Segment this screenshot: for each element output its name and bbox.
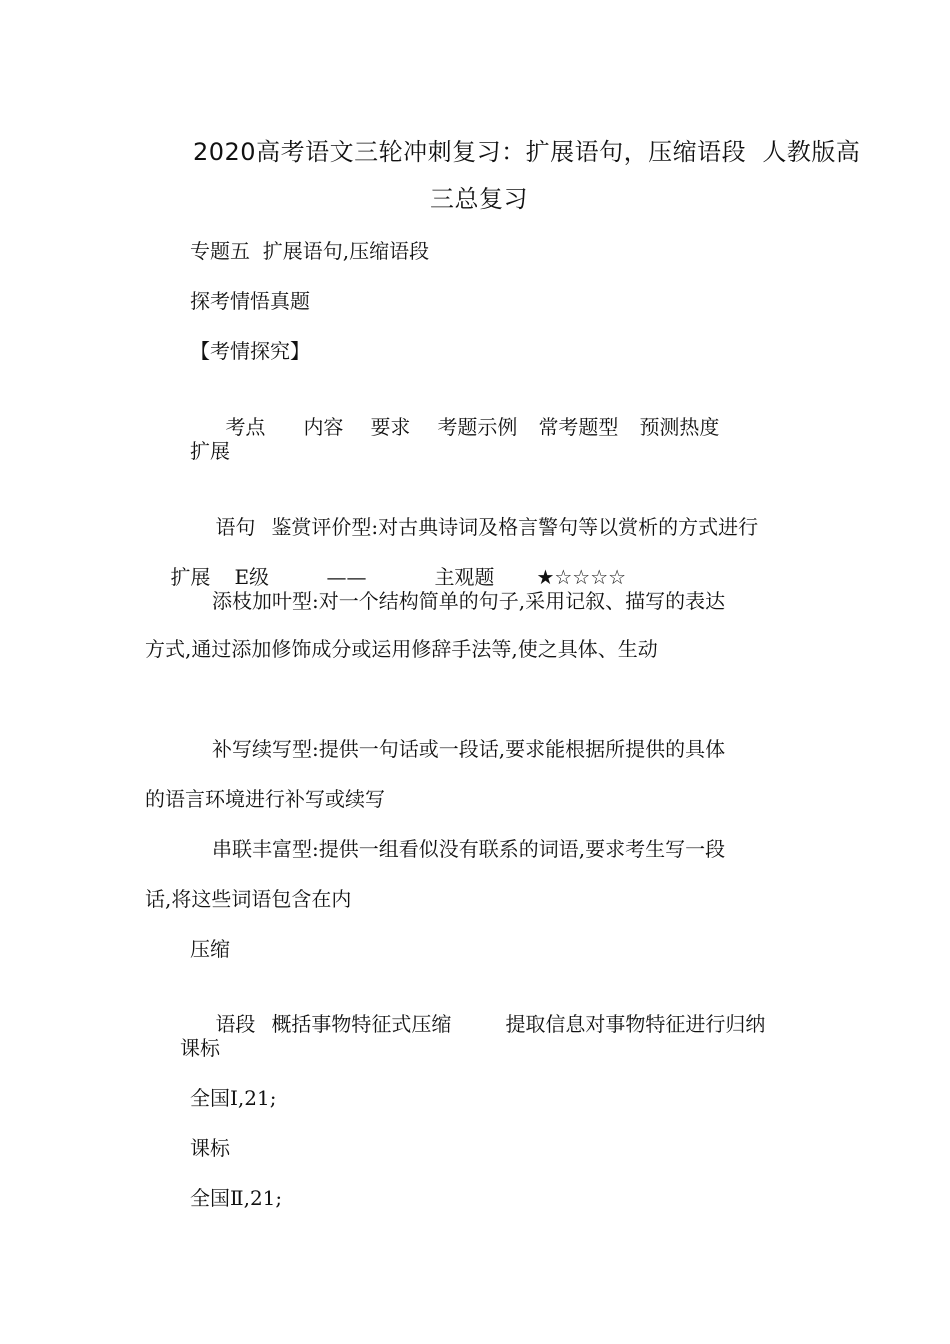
header-cell: 常考题型 (538, 415, 619, 439)
row2-content: 概括事物特征式压缩 (271, 1012, 452, 1036)
section-heading: 探考情悟真题 (190, 289, 310, 313)
row1-level: E级 (234, 565, 270, 589)
row1-content: 鉴赏评价型:对古典诗词及格言警句等以赏析的方式进行 (271, 515, 759, 539)
tail-line: 全国Ⅱ,21; (190, 1186, 283, 1210)
row1-label1: 扩展 (190, 439, 230, 463)
item3-line2: 的语言环境进行补写或续写 (145, 787, 385, 811)
bracket-heading: 【考情探究】 (190, 339, 310, 363)
doc-title-line1: 2020高考语文三轮冲刺复习：扩展语句，压缩语段 人教版高 (193, 138, 861, 166)
header-cell: 预测热度 (639, 415, 720, 439)
item3-line1: 补写续写型:提供一句话或一段话,要求能根据所提供的具体 (212, 737, 726, 761)
item4-line1: 串联丰富型:提供一组看似没有联系的词语,要求考生写一段 (212, 837, 726, 861)
row1-type: 主观题 (434, 565, 495, 589)
header-cell: 要求 (370, 415, 411, 439)
item2-line2: 方式,通过添加修饰成分或运用修辞手法等,使之具体、生动 (145, 637, 658, 661)
row1-label2: 语句 (215, 515, 256, 539)
item2-line1: 添枝加叶型:对一个结构简单的句子,采用记叙、描写的表达 (212, 589, 726, 613)
row1-content-end: 扩展 (170, 565, 211, 589)
table-header (200, 388, 719, 466)
doc-title-line2: 三总复习 (430, 185, 528, 213)
header-cell: 考点 (225, 415, 266, 439)
topic-heading: 专题五 扩展语句,压缩语段 (190, 239, 430, 263)
tail-line: 课标 (180, 1036, 220, 1060)
row2-requirement: 提取信息对事物特征进行归纳 (505, 1012, 766, 1036)
row2-label1: 压缩 (190, 937, 230, 961)
tail-line: 全国Ⅰ,21; (190, 1086, 277, 1110)
row1-stars: ★☆☆☆☆ (536, 565, 627, 589)
row1-example: —— (326, 565, 367, 589)
row2-content-line (190, 985, 765, 1063)
tail-line: 课标 (190, 1136, 230, 1160)
header-cell: 考题示例 (437, 415, 518, 439)
row2-label2: 语段 (215, 1012, 256, 1036)
item4-line2: 话,将这些词语包含在内 (145, 887, 352, 911)
header-cell: 内容 (303, 415, 344, 439)
